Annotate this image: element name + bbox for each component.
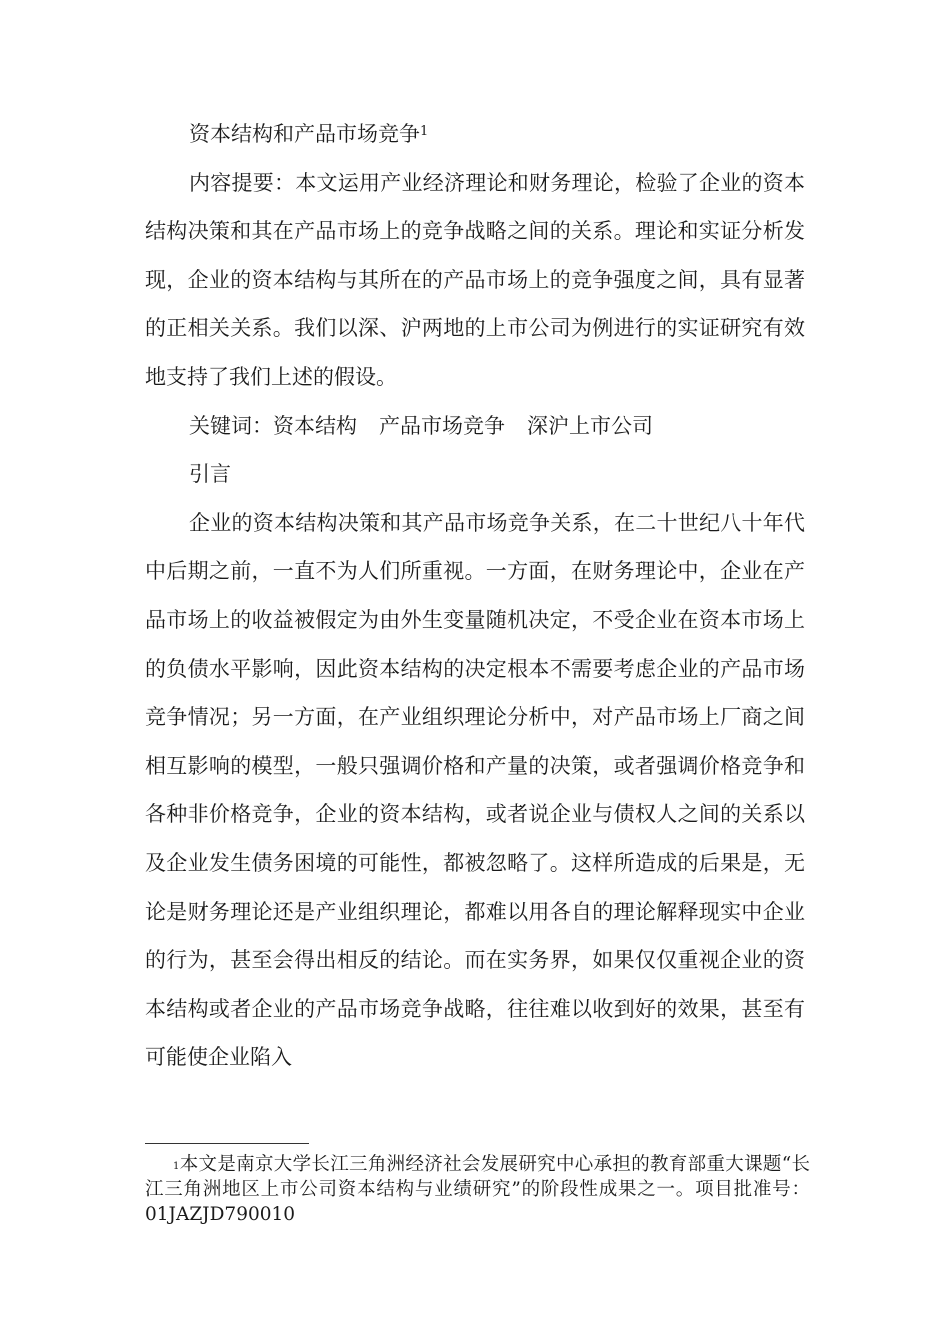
keywords-line	[145, 402, 805, 451]
title-text: 资本结构和产品市场竞争	[189, 122, 420, 146]
document-title	[145, 110, 805, 159]
keywords-label: 关键词：	[189, 413, 273, 438]
keyword-item: 产品市场竞争	[379, 413, 505, 438]
document-body	[145, 110, 805, 1082]
title-footnote-mark[interactable]: 1	[420, 124, 429, 139]
footnote	[145, 1152, 810, 1227]
body-paragraph: 企业的资本结构决策和其产品市场竞争关系，在二十世纪八十年代中后期之前，一直不为人们所重视。一方面，在财务理论中，企业在产品市场上的收益被假定为由外生变量随机决定，不受企业在资本市场上的负债水平影响，因此资本结构的决定根本不需要考虑企业的产品市场竞争情况；另一方面，在产业组织理论分析中，对产品市场上厂商之间相互影响的模型，一般只强调价格和产量的决策，或者强调价格竞争和各种非价格竞争，企业的资本结构，或者说企业与债权人之间的关系以及企业发生债务困境的可能性，都被忽略了。这样所造成的后果是，无论是财务理论还是产业组织理论，都难以用各自的理论解释现实中企业的行为，甚至会得出相反的结论。而在实务界，如果仅仅重视企业的资本结构或者企业的产品市场竞争战略，往往难以收到好的效果，甚至有可能使企业陷入	[145, 510, 805, 1070]
footnote-separator	[145, 1143, 309, 1144]
keyword-item: 资本结构	[273, 413, 357, 438]
footnote-text: 本文是南京大学长江三角洲经济社会发展研究中心承担的教育部重大课题“长江三角洲地区上市公司资本结构与业绩研究”的阶段性成果之一。项目批准号：01JAZJD790010	[145, 1154, 810, 1225]
keyword-item: 深沪上市公司	[527, 413, 653, 438]
abstract-paragraph: 内容提要：本文运用产业经济理论和财务理论，检验了企业的资本结构决策和其在产品市场上的竞争战略之间的关系。理论和实证分析发现，企业的资本结构与其所在的产品市场上的竞争强度之间，具有显著的正相关关系。我们以深、沪两地的上市公司为例进行的实证研究有效地支持了我们上述的假设。	[145, 170, 805, 389]
section-heading: 引言	[189, 462, 231, 487]
footnote-mark: 1	[173, 1161, 180, 1172]
